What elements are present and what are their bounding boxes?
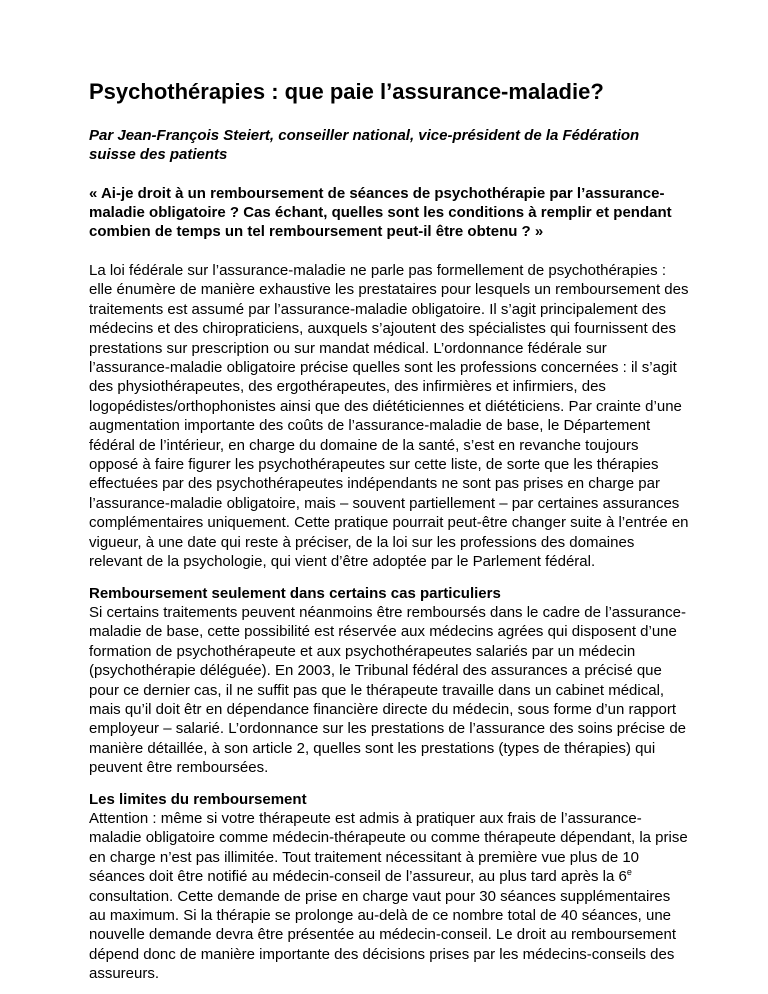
section-heading: Remboursement seulement dans certains cas particuliers: [89, 584, 501, 602]
section-reimbursement-limits: [89, 790, 689, 984]
reader-question: « Ai-je droit à un remboursement de séances de psychothérapie par l’assurance-maladie obligatoire ? Cas échant, quelles sont les conditions à remplir et pendant combien de temps un tel remboursement peut-il être obtenu ? »: [89, 185, 672, 240]
byline: Par Jean-François Steiert, conseiller national, vice-président de la Fédération suisse des patients: [89, 127, 640, 163]
section-heading: Les limites du remboursement: [89, 790, 307, 808]
section-body: [89, 809, 689, 984]
article: [89, 78, 689, 984]
ordinal-superscript: e: [626, 867, 632, 878]
section-body: Si certains traitements peuvent néanmoins être remboursés dans le cadre de l’assurance-maladie de base, cette possibilité est réservée aux médecins agrées qui disposent d’une formation de psychothérapeute et aux psychothérapeutes salariés par un médecin (psychothérapie déléguée). En 2003, le Tribunal fédéral des assurances a précisé que pour ce dernier cas, il ne suffit pas que le thérapeute travaille dans un cabinet médical, mais qu’il doit êtr en dépendance financière directe du médecin, sous forme d’un rapport employeur – salarié. L’ordonnance sur les prestations de l’assurance des soins précise de manière détaillée, à son article 2, quelles sont les prestations (types de thérapies) qui peuvent être remboursées.: [89, 603, 687, 777]
section-body-part1: Attention : même si votre thérapeute est admis à pratiquer aux frais de l’assurance-maladie obligatoire comme médecin-thérapeute ou comme thérapeute dépendant, la prise en charge n’est pas illimitée. Tout traitement nécessitant à première vue plus de 10 séances doit être notifié au médecin-conseil de l’assureur, au plus tard après la 6: [89, 809, 688, 886]
section-body-part2: consultation. Cette demande de prise en charge vaut pour 30 séances supplémentaires au maximum. Si la thérapie se prolonge au-delà de ce nombre total de 40 séances, une nouvelle demande devra être présentée au médecin-conseil. Le droit au remboursement dépend donc de manière importante des décisions prises par les médecins-conseils des assureurs.: [89, 887, 677, 983]
article-title: Psychothérapies : que paie l’assurance-maladie?: [89, 79, 604, 104]
intro-paragraph: La loi fédérale sur l’assurance-maladie ne parle pas formellement de psychothérapies : elle énumère de manière exhaustive les prestataires pour lesquels un remboursement des traitements est assumé par l’assurance-maladie obligatoire. Il s’agit principalement des médecins et des chiropraticiens, auxquels s’ajoutent des spécialistes qui fournissent des prestations sur prescription ou sur mandat médical. L’ordonnance fédérale sur l’assurance-maladie obligatoire précise quelles sont les professions concernées : il s’agit des physiothérapeutes, des ergothérapeutes, des infirmières et infirmiers, des logopédistes/orthophonistes ainsi que des diététiciennes et diététiciens. Par crainte d’une augmentation importante des coûts de l’assurance-maladie de base, le Département fédéral de l’intérieur, en charge du domaine de la santé, s’est en revanche toujours opposé à faire figurer les psychothérapeutes sur cette liste, de sorte que les thérapies effectuées par des psychothérapeutes indépendants ne sont pas prises en charge par l’assurance-maladie obligatoire, mais – souvent partiellement – par certaines assurances complémentaires uniquement. Cette pratique pourrait peut-être changer suite à l’entrée en vigueur, à une date qui reste à préciser, de la loi sur les professions des domaines relevant de la psychologie, qui vient d’être adoptée par le Parlement fédéral.: [89, 262, 689, 571]
section-reimbursement-special-cases: [89, 584, 689, 778]
